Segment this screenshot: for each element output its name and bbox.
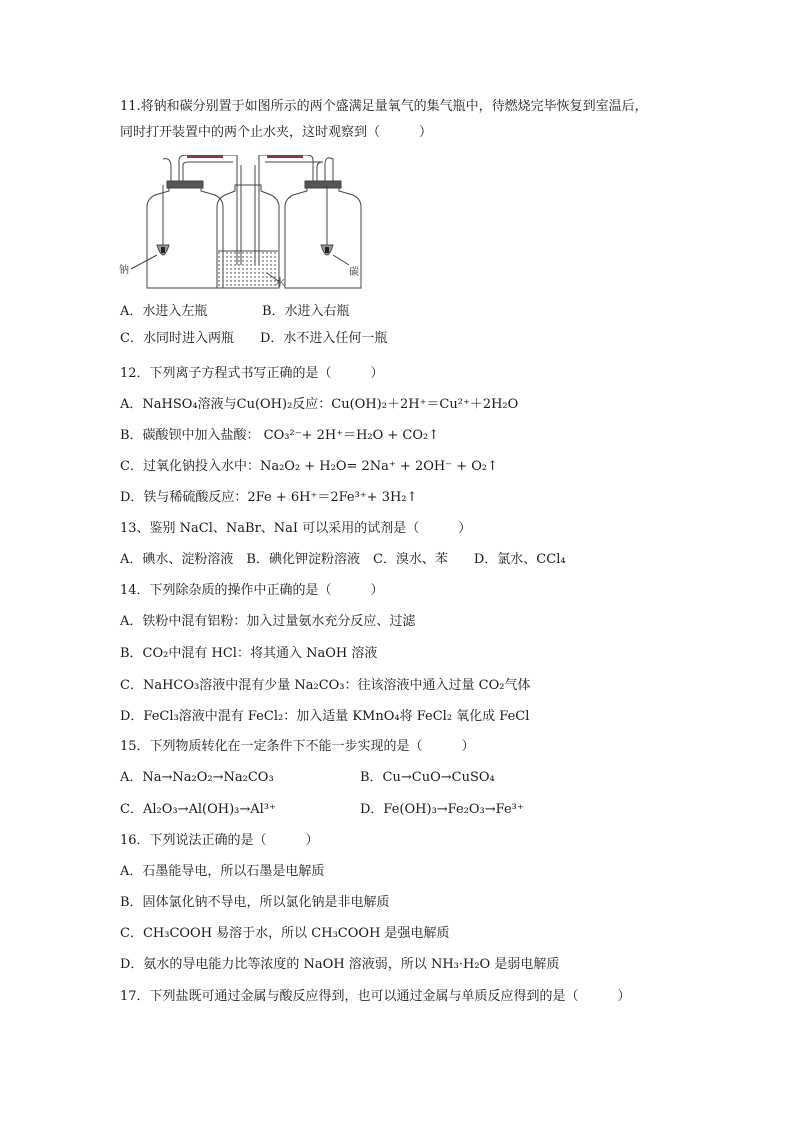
q15-option-b: B．Cu→CuO→CuSO₄	[360, 770, 495, 785]
q15-option-c: C．Al₂O₃→Al(OH)₃→Al³⁺	[120, 802, 276, 817]
q15-stem: 15．下列物质转化在一定条件下不能一步实现的是（ ）	[120, 739, 475, 754]
q17-stem: 17．下列盐既可通过金属与酸反应得到，也可以通过金属与单质反应得到的是（ ）	[120, 989, 631, 1004]
q15-option-d: D．Fe(OH)₃→Fe₂O₃→Fe³⁺	[360, 802, 524, 817]
apparatus-figure	[117, 155, 377, 290]
q11-option-d: D．水不进入任何一瓶	[260, 331, 388, 346]
q12-option-c: C．过氧化钠投入水中：Na₂O₂ + H₂O= 2Na⁺ + 2OH⁻ + O₂↑	[120, 459, 499, 474]
label-sodium: 钠	[119, 265, 129, 276]
q11-option-c: C．水同时进入两瓶	[120, 331, 234, 346]
q16-option-b: B．固体氯化钠不导电，所以氯化钠是非电解质	[120, 895, 390, 910]
q16-option-c: C．CH₃COOH 易溶于水，所以 CH₃COOH 是强电解质	[120, 926, 450, 941]
q12-option-a: A．NaHSO₄溶液与Cu(OH)₂反应：Cu(OH)₂＋2H⁺＝Cu²⁺＋2H₂O	[120, 397, 519, 412]
q11-stem-line2: 同时打开装置中的两个止水夹，这时观察到（ ）	[120, 125, 433, 140]
q13-stem: 13、鉴别 NaCl、NaBr、NaI 可以采用的试剂是（ ）	[120, 521, 472, 536]
q14-option-d: D．FeCl₃溶液中混有 FeCl₂：加入适量 KMnO₄将 FeCl₂ 氧化成 FeCl	[120, 709, 530, 724]
q14-option-a: A．铁粉中混有铝粉：加入过量氨水充分反应、过滤	[120, 614, 416, 629]
q15-option-a: A．Na→Na₂O₂→Na₂CO₃	[120, 770, 274, 785]
label-water: 水	[275, 278, 285, 289]
q14-option-b: B．CO₂中混有 HCl：将其通入 NaOH 溶液	[120, 646, 378, 661]
q13-options: A．碘水、淀粉溶液 B．碘化钾淀粉溶液 C．溴水、苯 D．氯水、CCl₄	[120, 552, 566, 567]
label-carbon: 碳	[349, 267, 359, 278]
q16-option-d: D．氨水的导电能力比等浓度的 NaOH 溶液弱，所以 NH₃·H₂O 是弱电解质	[120, 957, 560, 972]
q11-stem-line1: 11.将钠和碳分别置于如图所示的两个盛满足量氧气的集气瓶中，待燃烧完毕恢复到室温后，	[120, 99, 648, 114]
q14-stem: 14．下列除杂质的操作中正确的是（ ）	[120, 583, 384, 598]
q11-option-a: A．水进入左瓶	[120, 304, 208, 319]
q11-option-b: B．水进入右瓶	[262, 304, 350, 319]
q14-option-c: C．NaHCO₃溶液中混有少量 Na₂CO₃：往该溶液中通入过量 CO₂气体	[120, 678, 531, 693]
q16-option-a: A．石墨能导电，所以石墨是电解质	[120, 864, 325, 879]
q12-option-b: B．碳酸钡中加入盐酸： CO₃²⁻+ 2H⁺＝H₂O + CO₂↑	[120, 428, 440, 443]
q12-stem: 12．下列离子方程式书写正确的是（ ）	[120, 366, 384, 381]
q16-stem: 16．下列说法正确的是（ ）	[120, 833, 319, 848]
q12-option-d: D．铁与稀硫酸反应：2Fe + 6H⁺＝2Fe³⁺+ 3H₂↑	[120, 490, 418, 505]
